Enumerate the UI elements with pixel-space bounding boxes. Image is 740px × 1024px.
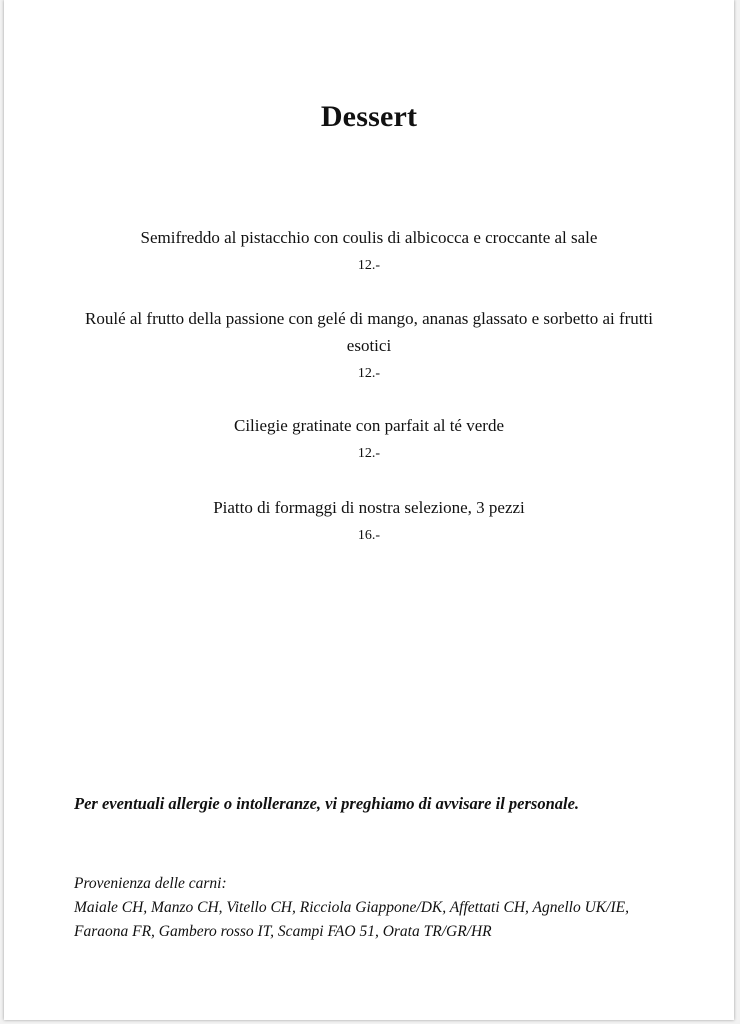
menu-item	[74, 412, 664, 466]
menu-item	[74, 494, 664, 548]
menu-item-price: 16.-	[357, 528, 381, 543]
menu-item	[74, 224, 664, 278]
menu-item-price: 12.-	[357, 366, 381, 381]
allergy-note: Per eventuali allergie o intolleranze, vi preghiamo di avvisare il personale.	[74, 794, 580, 813]
meat-origin-heading: Provenienza delle carni:	[74, 875, 227, 892]
menu-item	[74, 305, 664, 386]
menu-item-name: Roulé al frutto della passione con gelé di mango, ananas glassato e sorbetto ai frutti esotici	[85, 309, 653, 355]
menu-item-price: 12.-	[357, 446, 381, 461]
menu-item-name: Semifreddo al pistacchio con coulis di albicocca e croccante al sale	[140, 228, 598, 247]
menu-item-price: 12.-	[357, 258, 381, 273]
menu-page	[4, 0, 734, 1020]
menu-item-name: Piatto di formaggi di nostra selezione, 3 pezzi	[213, 498, 525, 517]
meat-origin	[74, 872, 674, 944]
page-title: Dessert	[320, 100, 418, 133]
meat-origin-list: Maiale CH, Manzo CH, Vitello CH, Ricciola Giappone/DK, Affettati CH, Agnello UK/IE, Faraona FR, Gambero rosso IT, Scampi FAO 51, Orata TR/GR/HR	[74, 899, 629, 940]
menu-item-name: Ciliegie gratinate con parfait al té verde	[234, 416, 504, 435]
